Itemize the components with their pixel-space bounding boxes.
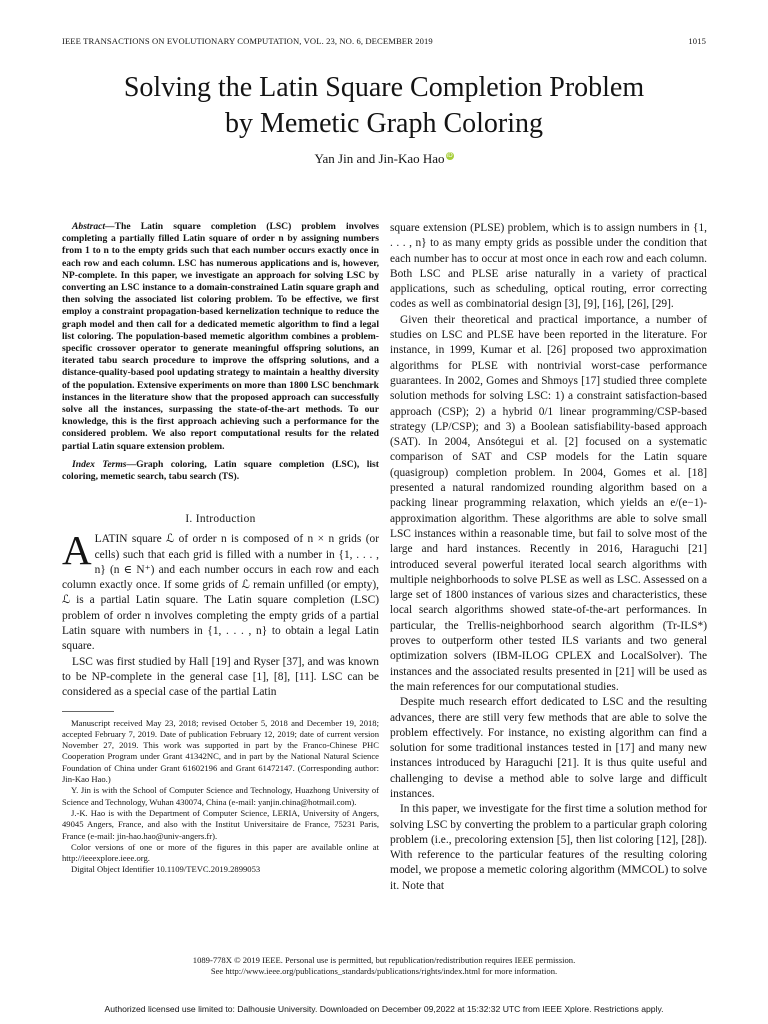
body-paragraph: Despite much research effort dedicated to LSC and the resulting advances, there are still very few methods that are able to solve the problem effectively. For instance, no existing algorithm can find a solution for some traditional instances tested in [17] and many new instances introduced by Haraguchi [21]. It is thus quite useful and challenging to devise a method able to solve large and difficult instances. [390, 696, 707, 800]
intro-paragraph-2: LSC was first studied by Hall [19] and Ryser [37], and was known to be NP-complete in the general case [1], [8], [11]. LSC can be considered as a special case of the partial Latin [62, 655, 379, 699]
abstract-lead: Abstract— [72, 221, 115, 232]
page-number: 1015 [688, 36, 706, 46]
intro-paragraph-1-text: LATIN square ℒ of order n is composed of n × n grids (or cells) such that each grid is filled with a number in {1, . . . , n} (n ∈ N⁺) and each number occurs in each row and each column exactly once. If some grids of ℒ remain unfilled (or empty), ℒ is a partial Latin square. The Latin square completion (LSC) problem of order n involves completing the empty grids of a partial Latin square with numbers in {1, . . . , n} to obtain a legal Latin square. [62, 533, 379, 653]
orcid-icon[interactable]: iD [446, 152, 453, 159]
title-line-2: by Memetic Graph Coloring [224, 108, 544, 139]
right-column [390, 221, 707, 894]
copyright-line-2: See http://www.ieee.org/publications_standards/publications/rights/index.html for more information. [210, 966, 558, 976]
index-terms-text: Graph coloring, Latin square completion (LSC), list coloring, memetic search, tabu search (TS). [62, 458, 379, 483]
running-head [62, 36, 706, 48]
copyright-line-1: 1089-778X © 2019 IEEE. Personal use is permitted, but republication/redistribution requires IEEE permission. [192, 955, 576, 965]
body-paragraph: In this paper, we investigate for the first time a solution method for solving LSC by converting the problem to a particular graph coloring problem (i.e., precoloring extension [5], then list coloring [12], [28]). With reference to the particular features of the resulting coloring model, we propose a memetic coloring algorithm (MMCOL) to solve it. Note that [390, 803, 707, 892]
footnote-manuscript: Manuscript received May 23, 2018; revised October 5, 2018 and December 19, 2018; accepted February 7, 2019. Date of publication February 12, 2019; date of current version November 27, 2019. This work was supported in part by the Franco-Chinese PHC Cooperation Program under Grant 41342NC, and in part by the National Natural Science Foundation of China under Grant 61602196 and Grant 61472147. (Corresponding author: Jin-Kao Hao.) [62, 717, 379, 785]
download-notice: Authorized licensed use limited to: Dalhousie University. Downloaded on December 09,2022 at 15:32:32 UTC from IEEE Xplore. Restrictions apply. [104, 1004, 664, 1014]
paper-title [62, 70, 706, 142]
body-paragraph: square extension (PLSE) problem, which is to assign numbers in {1, . . . , n} to as many empty grids as possible under the condition that each number has to occur at most once in each row and each column. Both LSC and PLSE arise naturally in a variety of practical applications, such as scheduling, optical routing, error correcting codes as well as combinatorial design [3], [9], [16], [26], [29]. [390, 222, 707, 311]
footnote-color-versions: Color versions of one or more of the figures in this paper are available online at http://ieeexplore.ieee.org. [62, 841, 379, 864]
body-paragraph: Given their theoretical and practical importance, a number of studies on LSC and PLSE have been reported in the literature. For instance, in 1999, Kumar et al. [26] proposed two approximation algorithms for PLSE with nontrivial worst-case performance guarantees. In 2002, Gomes and Shmoys [17] studied three complete solution methods for solving LSC: 1) a constraint satisfaction-based approach (CSP); 2) a hybrid 0/1 linear programming/CSP-based strategy (LP/CSP); and 3) a Boolean satisfiability-based approach (SAT). In 2004, Ansótegui et al. [2] focused on a systematic comparison of SAT and CSP models for the Latin square (quasigroup) completion problem. In 2004, Gomes et al. [18] presented a natural randomized rounding algorithm based on a packing linear programming relaxation, which yields an e/(e−1)-approximation algorithm. These algorithms are able to solve small LSC instances within a reasonable time, but fail to solve most of the large and hard instances. Recently in 2016, Haraguchi [21] introduced several powerful iterated local search algorithms with multiple neighborhoods to solve PLSE as well as LSC. Assessed on a large set of 1800 instances of various sizes and characteristics, these local search algorithms showed state-of-the-art performances. In particular, the Trellis-neighborhood search algorithm (Tr-ILS*) proves to outperform other tested ILS variants and two general optimization solvers (IBM-ILOG CPLEX and LocalSolver). The instances and the associated results presented in [21] will be used as the main references for our computational studies. [390, 313, 707, 693]
abstract [62, 221, 379, 453]
left-column [62, 221, 379, 876]
intro-paragraph-1 [62, 527, 379, 654]
footnote-author-hao: J.-K. Hao is with the Department of Computer Science, LERIA, University of Angers, 49045 Angers, France, and also with the Institut Universitaire de France, 75231 Paris, France (e-mail: jin-hao.hao@univ-angers.fr). [62, 807, 379, 841]
abstract-text: The Latin square completion (LSC) problem involves completing a partially filled Latin square of order n by assigning numbers from 1 to n to the empty grids such that each number occurs exactly once in each row and each column. LSC has numerous applications and is, however, NP-complete. In this paper, we investigate an approach for solving LSC by converting an LSC instance to a domain-constrained Latin square graph and then solving the associated list coloring problem. To be effective, we first employ a constraint propagation-based kernelization technique to reduce the graph model and then call for a dedicated memetic algorithm to find a legal list coloring. The population-based memetic algorithm combines a problem-specific crossover operator to generate meaningful offspring solutions, an iterated tabu search procedure to improve the offspring solutions, and a distance-quality-based pool updating strategy to maintain a healthy diversity of the population. Extensive experiments on more than 1800 LSC benchmark instances in the literature show that the proposed approach can successfully solve all the instances, surpassing the state-of-the-art methods. To our knowledge, this is the first approach achieving such a performance for the considered problem. We also report computational results for the related partial Latin square extension problem. [62, 221, 379, 452]
author-names: Yan Jin and Jin-Kao Hao [314, 151, 445, 166]
section-heading: I. Introduction [185, 513, 256, 526]
footnote-author-jin: Y. Jin is with the School of Computer Science and Technology, Huazhong University of Science and Technology, Wuhan 430074, China (e-mail: yanjin.china@hotmail.com). [62, 785, 379, 807]
index-terms-lead: Index Terms— [72, 458, 137, 470]
author-line [62, 150, 706, 167]
journal-citation: IEEE TRANSACTIONS ON EVOLUTIONARY COMPUTATION, VOL. 23, NO. 6, DECEMBER 2019 [62, 36, 433, 46]
title-line-1: Solving the Latin Square Completion Problem [123, 72, 645, 103]
drop-cap: A [62, 527, 92, 574]
copyright-notice [62, 955, 706, 977]
index-terms [62, 459, 379, 483]
footnote-divider [62, 711, 114, 712]
footnote-doi: Digital Object Identifier 10.1109/TEVC.2019.2899053 [71, 864, 261, 875]
